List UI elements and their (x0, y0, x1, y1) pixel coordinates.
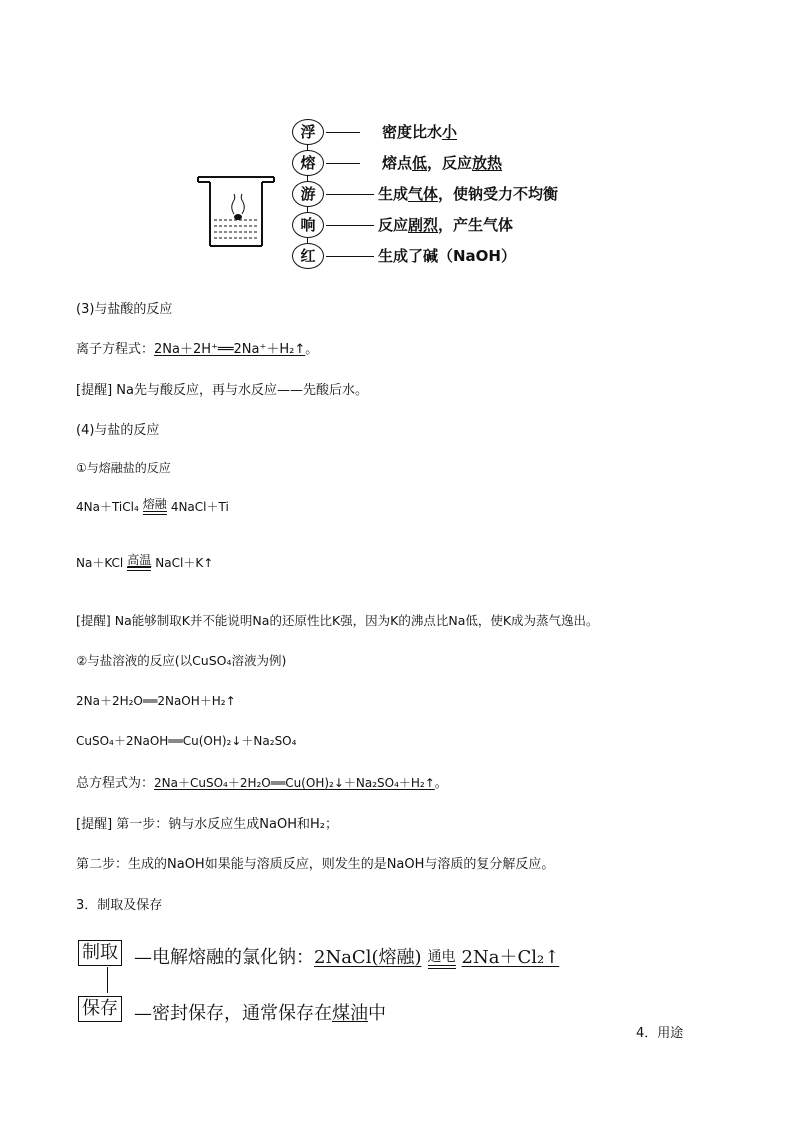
circle-float: 浮 (292, 119, 324, 145)
label-red: 生成了碱（NaOH） (378, 247, 516, 265)
circle-swim: 游 (292, 181, 324, 207)
tip-acid: [提醒] Na先与酸反应，再与水反应——先酸后水。 (76, 383, 368, 398)
label-sound: 反应剧烈，产生气体 (378, 216, 514, 234)
prepare-text: —电解熔融的氯化钠：2NaCl(熔融) 通电 2Na＋Cl₂↑ (134, 947, 560, 968)
step2: 第二步：生成的NaOH如果能与溶质反应，则发生的是NaOH与溶质的复分解反应。 (76, 857, 555, 872)
label-float: 密度比水小 (382, 123, 458, 141)
total-equation: 总方程式为：2Na＋CuSO₄＋2H₂O══Cu(OH)₂↓＋Na₂SO₄＋H₂↑。 (76, 776, 448, 791)
heading-prep: 3．制取及保存 (76, 898, 163, 913)
equation-ti: 4Na＋TiCl₄ 熔融 4NaCl＋Ti (76, 497, 229, 514)
heading-use: 4．用途 (636, 1026, 684, 1041)
store-text: —密封保存，通常保存在煤油中 (134, 1003, 386, 1024)
box-prepare: 制取 (78, 940, 122, 966)
equation-cuso4: CuSO₄＋2NaOH══Cu(OH)₂↓＋Na₂SO₄ (76, 734, 297, 748)
beaker-illustration (196, 174, 278, 250)
sub-solution: ②与盐溶液的反应(以CuSO₄溶液为例) (76, 653, 287, 668)
heading-salt: (4)与盐的反应 (76, 423, 160, 438)
circle-red: 红 (292, 243, 324, 269)
heading-acid: (3)与盐酸的反应 (76, 302, 173, 317)
equation-k: Na＋KCl 高温 NaCl＋K↑ (76, 553, 214, 570)
label-swim: 生成气体，使钠受力不均衡 (378, 185, 559, 203)
sub-molten: ①与熔融盐的反应 (76, 461, 171, 475)
equation-water: 2Na＋2H₂O══2NaOH＋H₂↑ (76, 694, 236, 708)
tip-step1: [提醒] 第一步：钠与水反应生成NaOH和H₂； (76, 817, 338, 832)
box-store: 保存 (78, 996, 122, 1022)
ion-equation: 离子方程式：2Na＋2H⁺══2Na⁺＋H₂↑。 (76, 342, 319, 357)
circle-melt: 熔 (292, 150, 324, 176)
tip-k: [提醒] Na能够制取K并不能说明Na的还原性比K强，因为K的沸点比Na低，使K成为蒸气逸出。 (76, 613, 599, 628)
circle-sound: 响 (292, 212, 324, 238)
label-melt: 熔点低，反应放热 (382, 154, 503, 172)
